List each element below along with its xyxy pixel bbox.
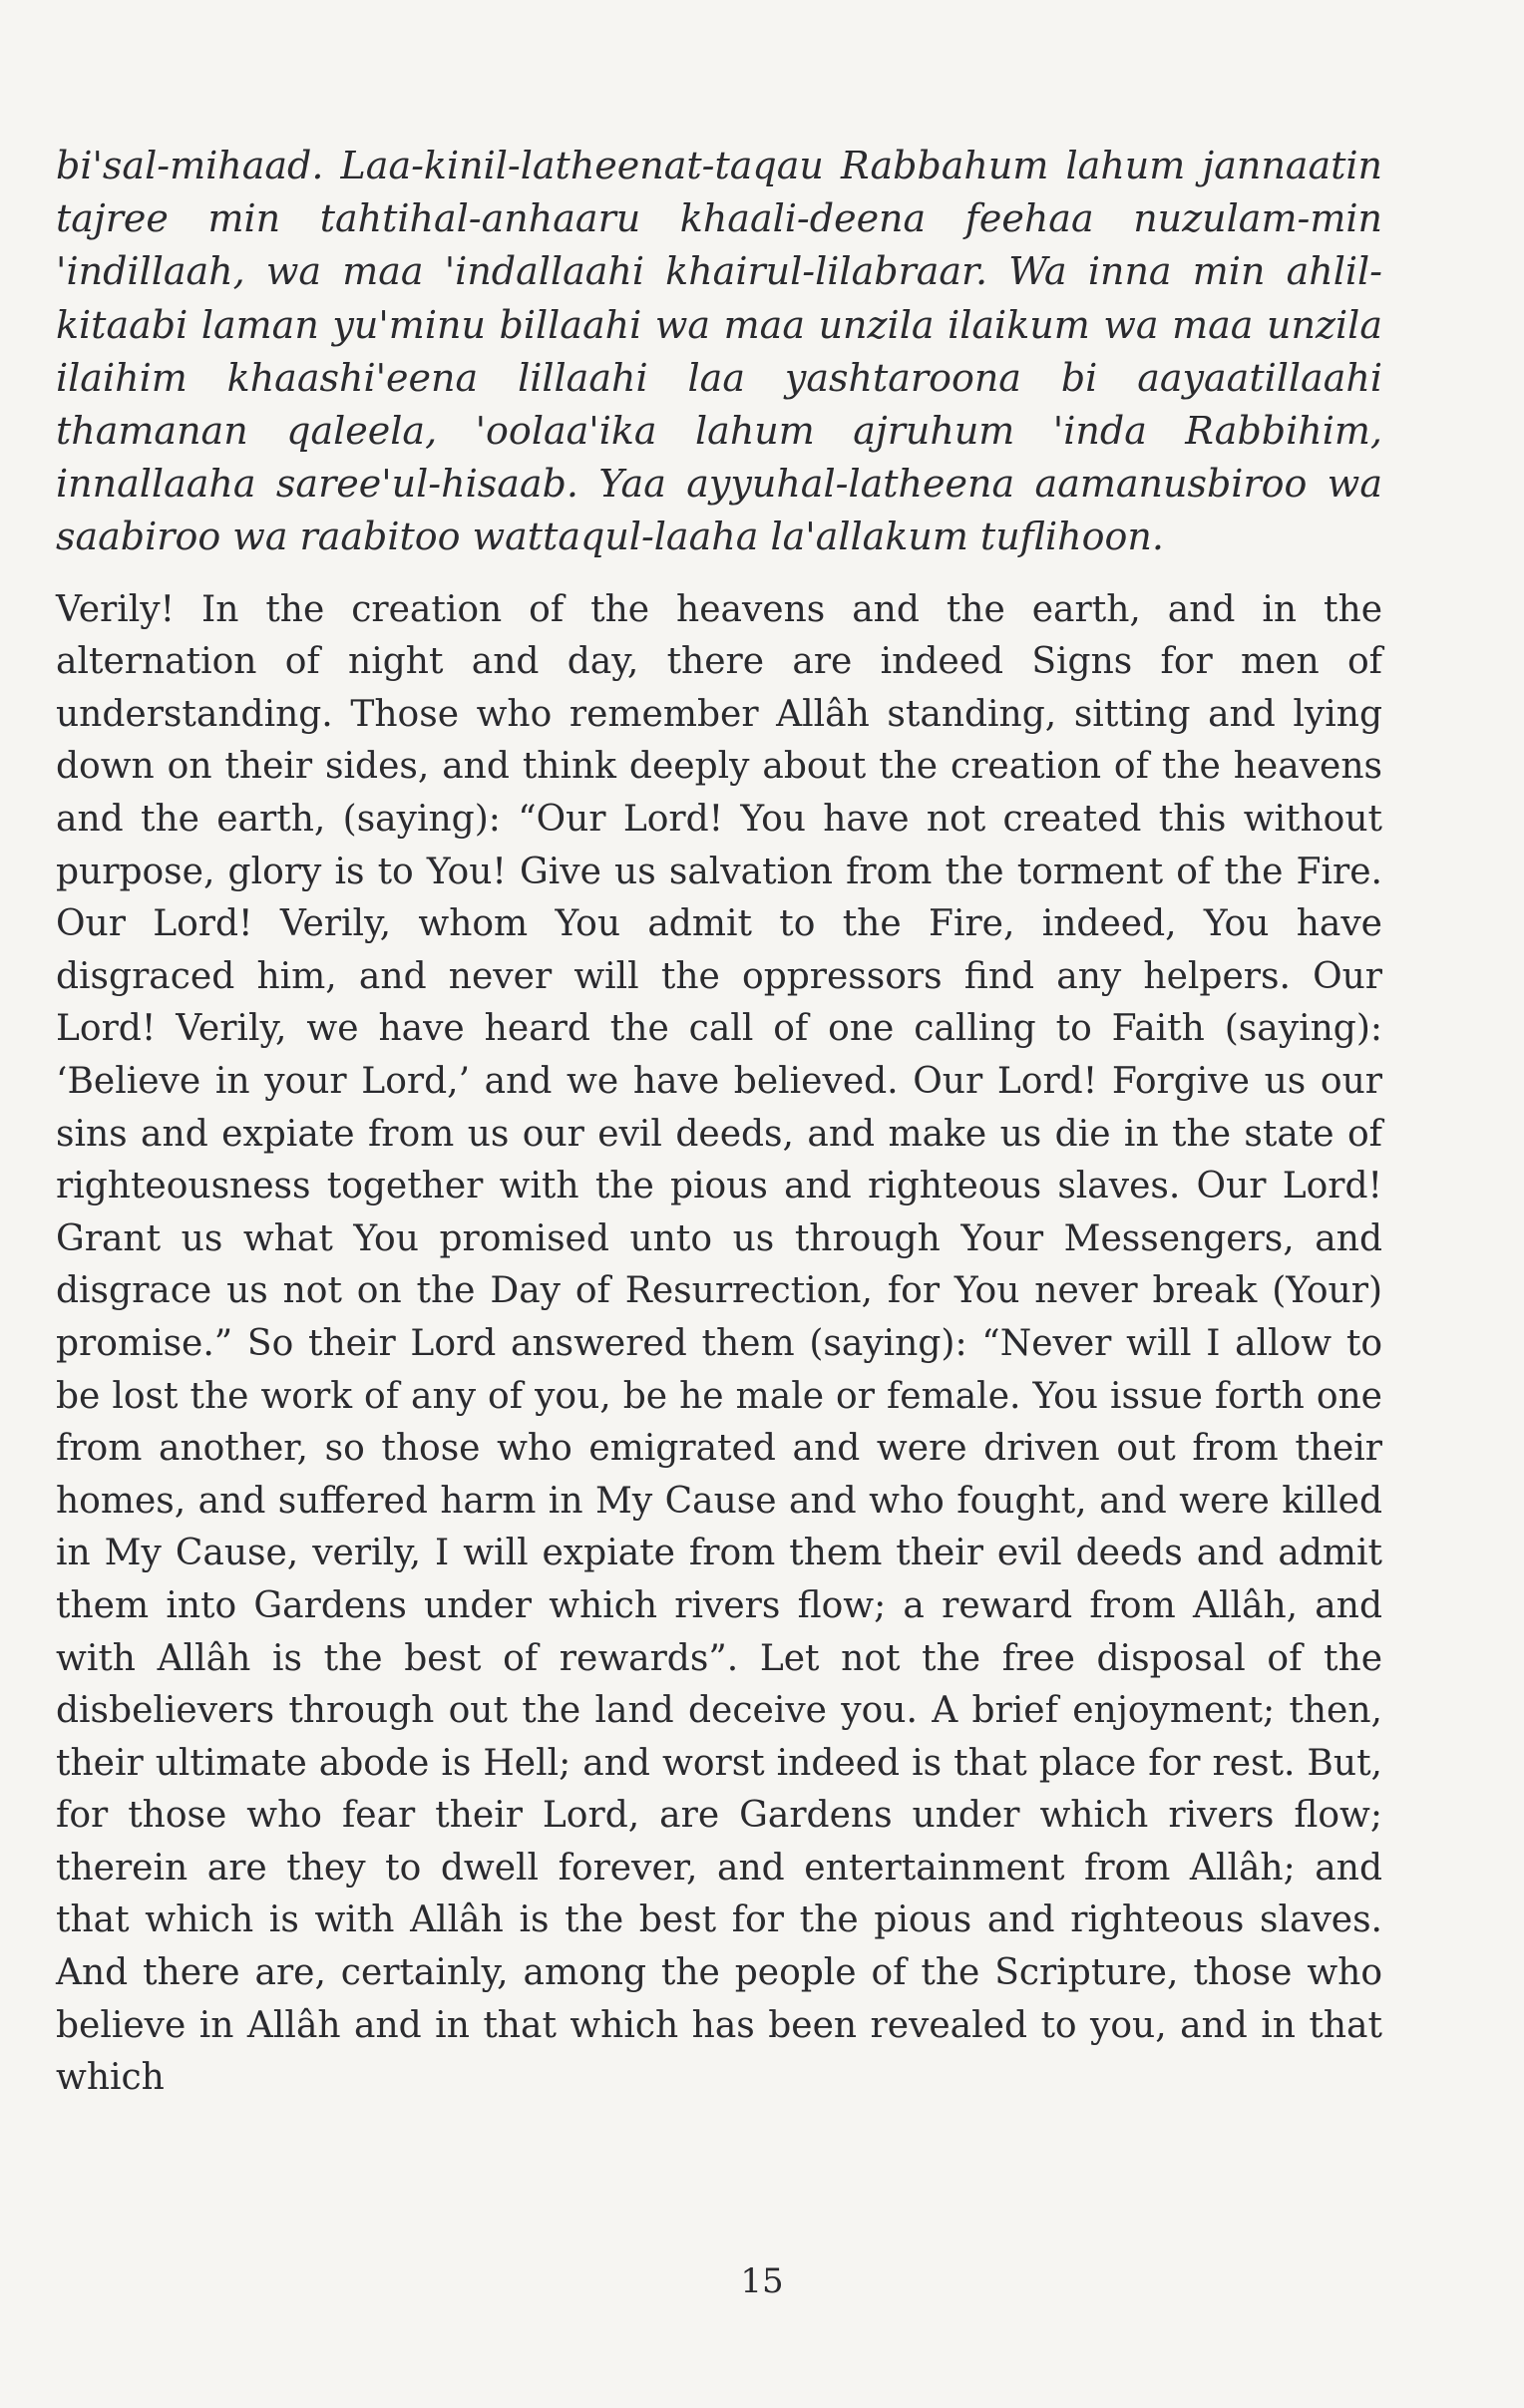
page-body [56, 140, 1382, 2105]
page-number: 15 [740, 2261, 784, 2301]
transliteration-paragraph: bi'sal-mihaad. Laa-kinil-latheenat-taqau Rabbahum lahum jannaatin tajree min tahtihal-anhaaru khaali-deena feehaa nuzulam-min 'indillaah, wa maa 'indallaahi khairul-lilabraar. Wa inna min ahlil-kitaabi laman yu'minu billaahi wa maa unzila ilaikum wa maa unzila ilaihim khaashi'eena lillaahi laa yashtaroona bi aayaatillaahi thamanan qaleela, 'oolaa'ika lahum ajruhum 'inda Rabbihim, innallaaha saree'ul-hisaab. Yaa ayyuhal-latheena aamanusbiroo wa saabiroo wa raabitoo wattaqul-laaha la'allakum tuflihoon. [56, 144, 1382, 559]
translation-paragraph: Verily! In the creation of the heavens and the earth, and in the alternation of night and day, there are indeed Signs for men of understanding. Those who remember Allâh standing, sitting and lying down on their sides, and think deeply about the creation of the heavens and the earth, (saying): “Our Lord! You have not created this without purpose, glory is to You! Give us salvation from the torment of the Fire. Our Lord! Verily, whom You admit to the Fire, indeed, You have disgraced him, and never will the oppressors find any helpers. Our Lord! Verily, we have heard the call of one calling to Faith (saying): ‘Believe in your Lord,’ and we have believed. Our Lord! Forgive us our sins and expiate from us our evil deeds, and make us die in the state of righteousness together with the pious and righteous slaves. Our Lord! Grant us what You promised unto us through Your Messengers, and disgrace us not on the Day of Resurrection, for You never break (Your) promise.” So their Lord answered them (saying): “Never will I allow to be lost the work of any of you, be he male or female. You issue forth one from another, so those who emigrated and were driven out from their homes, and suffered harm in My Cause and who fought, and were killed in My Cause, verily, I will expiate from them their evil deeds and admit them into Gardens under which rivers flow; a reward from Allâh, and with Allâh is the best of rewards”. Let not the free disposal of the disbelievers through out the land deceive you. A brief enjoyment; then, their ultimate abode is Hell; and worst indeed is that place for rest. But, for those who fear their Lord, are Gardens under which rivers flow; therein are they to dwell forever, and entertainment from Allâh; and that which is with Allâh is the best for the pious and righteous slaves. And there are, certainly, among the people of the Scripture, those who believe in Allâh and in that which has been revealed to you, and in that which [56, 588, 1382, 2099]
